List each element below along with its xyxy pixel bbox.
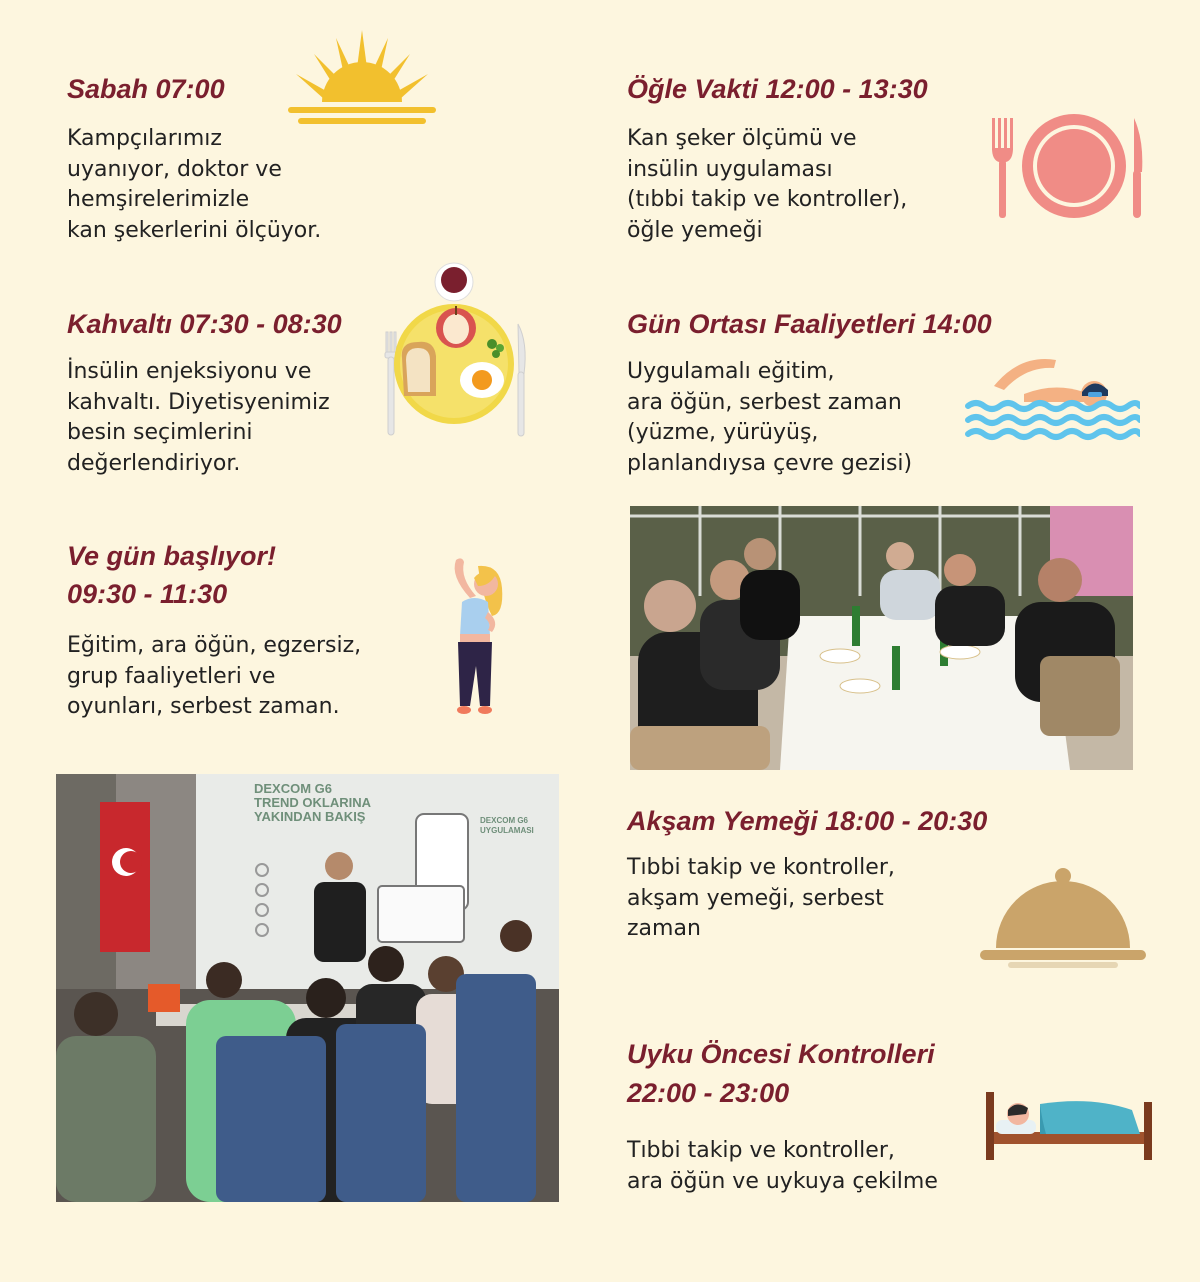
sabah-line: Kampçılarımız bbox=[67, 126, 222, 151]
kahvalti-line: İnsülin enjeksiyonu ve bbox=[67, 359, 312, 384]
ogle-line: insülin uygulaması bbox=[627, 156, 833, 182]
swimmer-icon bbox=[964, 354, 1140, 444]
gun-basliyor-line: oyunları, serbest zaman. bbox=[67, 694, 340, 719]
sabah-text bbox=[67, 124, 321, 246]
gun-basliyor-time: 09:30 - 11:30 bbox=[67, 579, 228, 609]
breakfast-plate-icon bbox=[378, 262, 530, 437]
uyku-text bbox=[627, 1136, 938, 1197]
sabah-line: kan şekerlerini ölçüyor. bbox=[67, 217, 322, 243]
sunrise-icon bbox=[288, 28, 436, 128]
gun-ortasi-line: ara öğün, serbest zaman bbox=[627, 389, 902, 415]
slide-title bbox=[254, 782, 434, 824]
kahvalti-title: Kahvaltı 07:30 - 08:30 bbox=[67, 309, 342, 339]
aksam-line: akşam yemeği, serbest bbox=[627, 885, 884, 911]
gun-ortasi-line: planlandıysa çevre gezisi) bbox=[627, 450, 913, 476]
kahvalti-text bbox=[67, 357, 330, 479]
slide-title-line: DEXCOM G6 bbox=[254, 781, 333, 796]
gun-ortasi-text bbox=[627, 357, 912, 479]
kahvalti-line: besin seçimlerini bbox=[67, 420, 253, 445]
aksam-text bbox=[627, 853, 895, 945]
uyku-line: Tıbbi takip ve kontroller, bbox=[627, 1138, 895, 1163]
food-cloche-icon bbox=[978, 866, 1148, 970]
sabah-line: hemşirelerimizle bbox=[67, 187, 250, 212]
ogle-title: Öğle Vakti 12:00 - 13:30 bbox=[627, 74, 928, 104]
aksam-line: zaman bbox=[627, 916, 701, 941]
phone-title bbox=[480, 816, 550, 836]
slide-title-line: YAKINDAN BAKIŞ bbox=[254, 809, 366, 824]
gun-ortasi-title: Gün Ortası Faaliyetleri 14:00 bbox=[627, 309, 992, 339]
dinner-photo bbox=[630, 506, 1133, 770]
plate-fork-knife-icon bbox=[988, 110, 1148, 222]
gun-basliyor-text bbox=[67, 631, 361, 723]
ogle-text bbox=[627, 124, 907, 246]
ogle-line: (tıbbi takip ve kontroller), bbox=[627, 187, 908, 212]
gun-ortasi-line: Uygulamalı eğitim, bbox=[627, 359, 835, 384]
uyku-line: ara öğün ve uykuya çekilme bbox=[627, 1168, 938, 1194]
ogle-line: Kan şeker ölçümü ve bbox=[627, 126, 857, 151]
aksam-line: Tıbbi takip ve kontroller, bbox=[627, 855, 895, 880]
phone-title-line: UYGULAMASI bbox=[480, 826, 534, 835]
phone-title-line: DEXCOM G6 bbox=[480, 816, 529, 825]
sabah-line: uyanıyor, doktor ve bbox=[67, 156, 282, 182]
kahvalti-line: kahvaltı. Diyetisyenimiz bbox=[67, 389, 330, 415]
ogle-line: öğle yemeği bbox=[627, 217, 763, 243]
stretching-woman-icon bbox=[430, 556, 510, 718]
turkish-flag bbox=[100, 802, 150, 952]
classroom-photo bbox=[56, 774, 559, 1202]
kahvalti-line: değerlendiriyor. bbox=[67, 450, 241, 476]
gun-ortasi-line: (yüzme, yürüyüş, bbox=[627, 420, 819, 445]
gun-basliyor-line: Eğitim, ara öğün, egzersiz, bbox=[67, 633, 362, 658]
gun-basliyor-title: Ve gün başlıyor! bbox=[67, 541, 277, 571]
uyku-title: Uyku Öncesi Kontrolleri bbox=[627, 1039, 935, 1069]
gun-basliyor-line: grup faaliyetleri ve bbox=[67, 663, 276, 689]
slide-title-line: TREND OKLARINA bbox=[254, 795, 371, 810]
aksam-title: Akşam Yemeği 18:00 - 20:30 bbox=[627, 806, 988, 836]
uyku-time: 22:00 - 23:00 bbox=[627, 1078, 790, 1108]
bed-icon bbox=[982, 1088, 1156, 1162]
sabah-title: Sabah 07:00 bbox=[67, 74, 225, 104]
